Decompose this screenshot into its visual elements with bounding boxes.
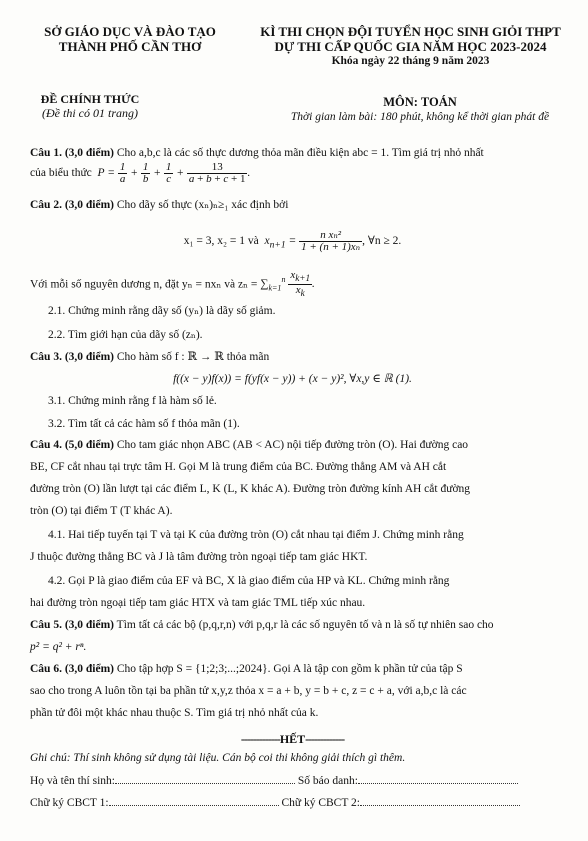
question-1-text-2: của biểu thức [30,167,92,180]
exam-title-line-1: KÌ THI CHỌN ĐỘI TUYỂN HỌC SINH GIỎI THPT [260,24,561,39]
question-6-line-1 [30,662,555,676]
question-4-line-3: đường tròn (O) lần lượt tại các điểm L, K (L, K khác A). Đường tròn đường kính AH cắt đường [30,483,471,495]
question-1-label: Câu 1. (3,0 điểm) [30,147,115,159]
question-4-line-4: tròn (O) tại điểm T (T khác A). [30,505,173,517]
question-3-part-1: 3.1. Chứng minh rằng f là hàm số lẻ. [48,395,217,407]
question-4-label: Câu 4. (5,0 điểm) [30,439,115,451]
question-1-line-1 [30,146,555,160]
question-5-text: Tìm tất cả các bộ (p,q,r,n) với p,q,r là các số nguyên tố và n là số tự nhiên sao cho [114,619,494,631]
question-6-line-2: sao cho trong A luôn tồn tại ba phần tử x,y,z thỏa x = a + b, y = b + c, z = c + a, với a,b,c là các [30,685,467,697]
signature-1-label: Chữ ký CBCT 1: [30,797,109,809]
question-1-formula: P = $\frac{1}{a}$ + $\frac{1}{b}$ + $\frac{1}{c}$ + $\frac{13}{a + b + c + 1}$ . [94,161,251,185]
candidate-name-field [115,774,295,784]
question-4-line-2: BE, CF cắt nhau tại trực tâm H. Gọi M là trung điểm của BC. Đường thẳng AM và AH cắt [30,461,447,473]
question-5-label: Câu 5. (3,0 điểm) [30,619,115,631]
exam-header [238,24,583,69]
question-2-part-1: 2.1. Chứng minh rằng dãy số (yₙ) là dãy số giảm. [48,305,276,317]
question-4-part-1-b: J thuộc đường thẳng BC và J là tâm đường tròn ngoại tiếp tam giác HKT. [30,551,368,563]
question-2-initial: x₁ = 3, x₂ = 1 và [183,235,259,248]
question-3-line-1 [30,350,555,364]
recurrence-numerator: n xₙ² [299,230,362,242]
candidate-id-field [358,774,518,784]
question-2-text-2: Với mỗi số nguyên dương n, đặt yₙ = nxₙ và zₙ = [30,278,261,291]
question-5-line-1 [30,618,555,632]
exam-title-line-2: DỰ THI CẤP QUỐC GIA NĂM HỌC 2023-2024 [274,39,547,54]
question-4-line-1 [30,438,555,452]
subject-block [270,95,570,125]
candidate-line [30,774,555,787]
end-text: HẾT [279,732,306,746]
dept-line-1: SỞ GIÁO DỤC VÀ ĐÀO TẠO [44,24,216,39]
question-2-line-2 [30,270,555,299]
recurrence-tail: , ∀n ≥ 2. [362,235,402,248]
exam-date: Khóa ngày 22 tháng 9 năm 2023 [331,55,490,67]
end-marker: -------------HẾT------------- [240,732,345,746]
question-2-sum: $\sum_{k=1}^n$ $\frac{x_{k+1}}{x_k}$ . [260,269,315,299]
question-4-part-2-a: 4.2. Gọi P là giao điểm của EF và BC, X là giao điểm của HP và KL. Chứng minh rằng [48,575,450,587]
page-count-note: (Đề thi có 01 trang) [42,106,138,120]
question-6-line-3: phần tử đôi một khác nhau thuộc S. Tìm giá trị nhỏ nhất của k. [30,707,319,719]
question-1-line-2 [30,162,555,185]
question-4-text-1: Cho tam giác nhọn ABC (AB < AC) nội tiếp đường tròn (O). Hai đường cao [114,439,469,451]
question-2-recurrence: x₁ = 3, x₂ = 1 và $x_{n+1}$ = $\frac{\text{n xₙ²}}{\text{1 + (n + 1)xₙ}}$ , ∀n ≥ 2. [183,229,402,253]
recurrence-denominator: 1 + (n + 1)xₙ [301,241,361,253]
footer-note-text: Ghi chú: Thí sinh không sử dụng tài liệu. Cán bộ coi thi không giải thích gì thêm. [30,752,406,764]
subject-title: MÔN: TOÁN [383,95,457,109]
question-3-text: Cho hàm số f : ℝ → ℝ thỏa mãn [114,351,270,363]
signature-line [30,796,555,809]
department-header [20,24,240,54]
question-4-part-1-a: 4.1. Hai tiếp tuyến tại T và tại K của đường tròn (O) cắt nhau tại điểm J. Chứng minh rằng [48,529,464,541]
question-5-equation: p² = q² + rⁿ. [30,641,87,653]
candidate-id-label: Số báo danh: [297,775,358,787]
question-2-text: Cho dãy số thực (xₙ)ₙ≥₁ xác định bởi [114,199,289,211]
signature-2-label: Chữ ký CBCT 2: [281,797,360,809]
footer-note [30,752,555,764]
question-3-part-2: 3.2. Tìm tất cả các hàm số f thỏa mãn (1). [48,418,240,430]
signature-2-field [360,796,520,806]
official-title: ĐỀ CHÍNH THỨC [40,92,140,106]
question-4-part-2-b: hai đường tròn ngoại tiếp tam giác HTX và tam giác TML tiếp xúc nhau. [30,597,366,609]
question-6-label: Câu 6. (3,0 điểm) [30,663,115,675]
question-2-label: Câu 2. (3,0 điểm) [30,199,115,211]
time-limit: Thời gian làm bài: 180 phút, không kể thời gian phát đề [290,111,550,123]
question-6-text-1: Cho tập hợp S = {1;2;3;...;2024}. Gọi A là tập con gồm k phần tử của tập S [114,663,463,675]
official-label [20,92,160,120]
question-1-text: Cho a,b,c là các số thực dương thỏa mãn điều kiện abc = 1. Tìm giá trị nhỏ nhất [114,147,484,159]
question-2-line-1 [30,198,555,212]
question-3-equation: f((x − y)f(x)) = f(yf(x − y)) + (x − y)², ∀x,y ∈ ℝ (1). [173,373,412,385]
signature-1-field [109,796,279,806]
candidate-name-label: Họ và tên thí sinh: [30,775,115,787]
question-2-part-2: 2.2. Tìm giới hạn của dãy số (zₙ). [48,329,203,341]
dept-line-2: THÀNH PHỐ CẦN THƠ [58,39,202,54]
question-3-label: Câu 3. (3,0 điểm) [30,351,115,363]
